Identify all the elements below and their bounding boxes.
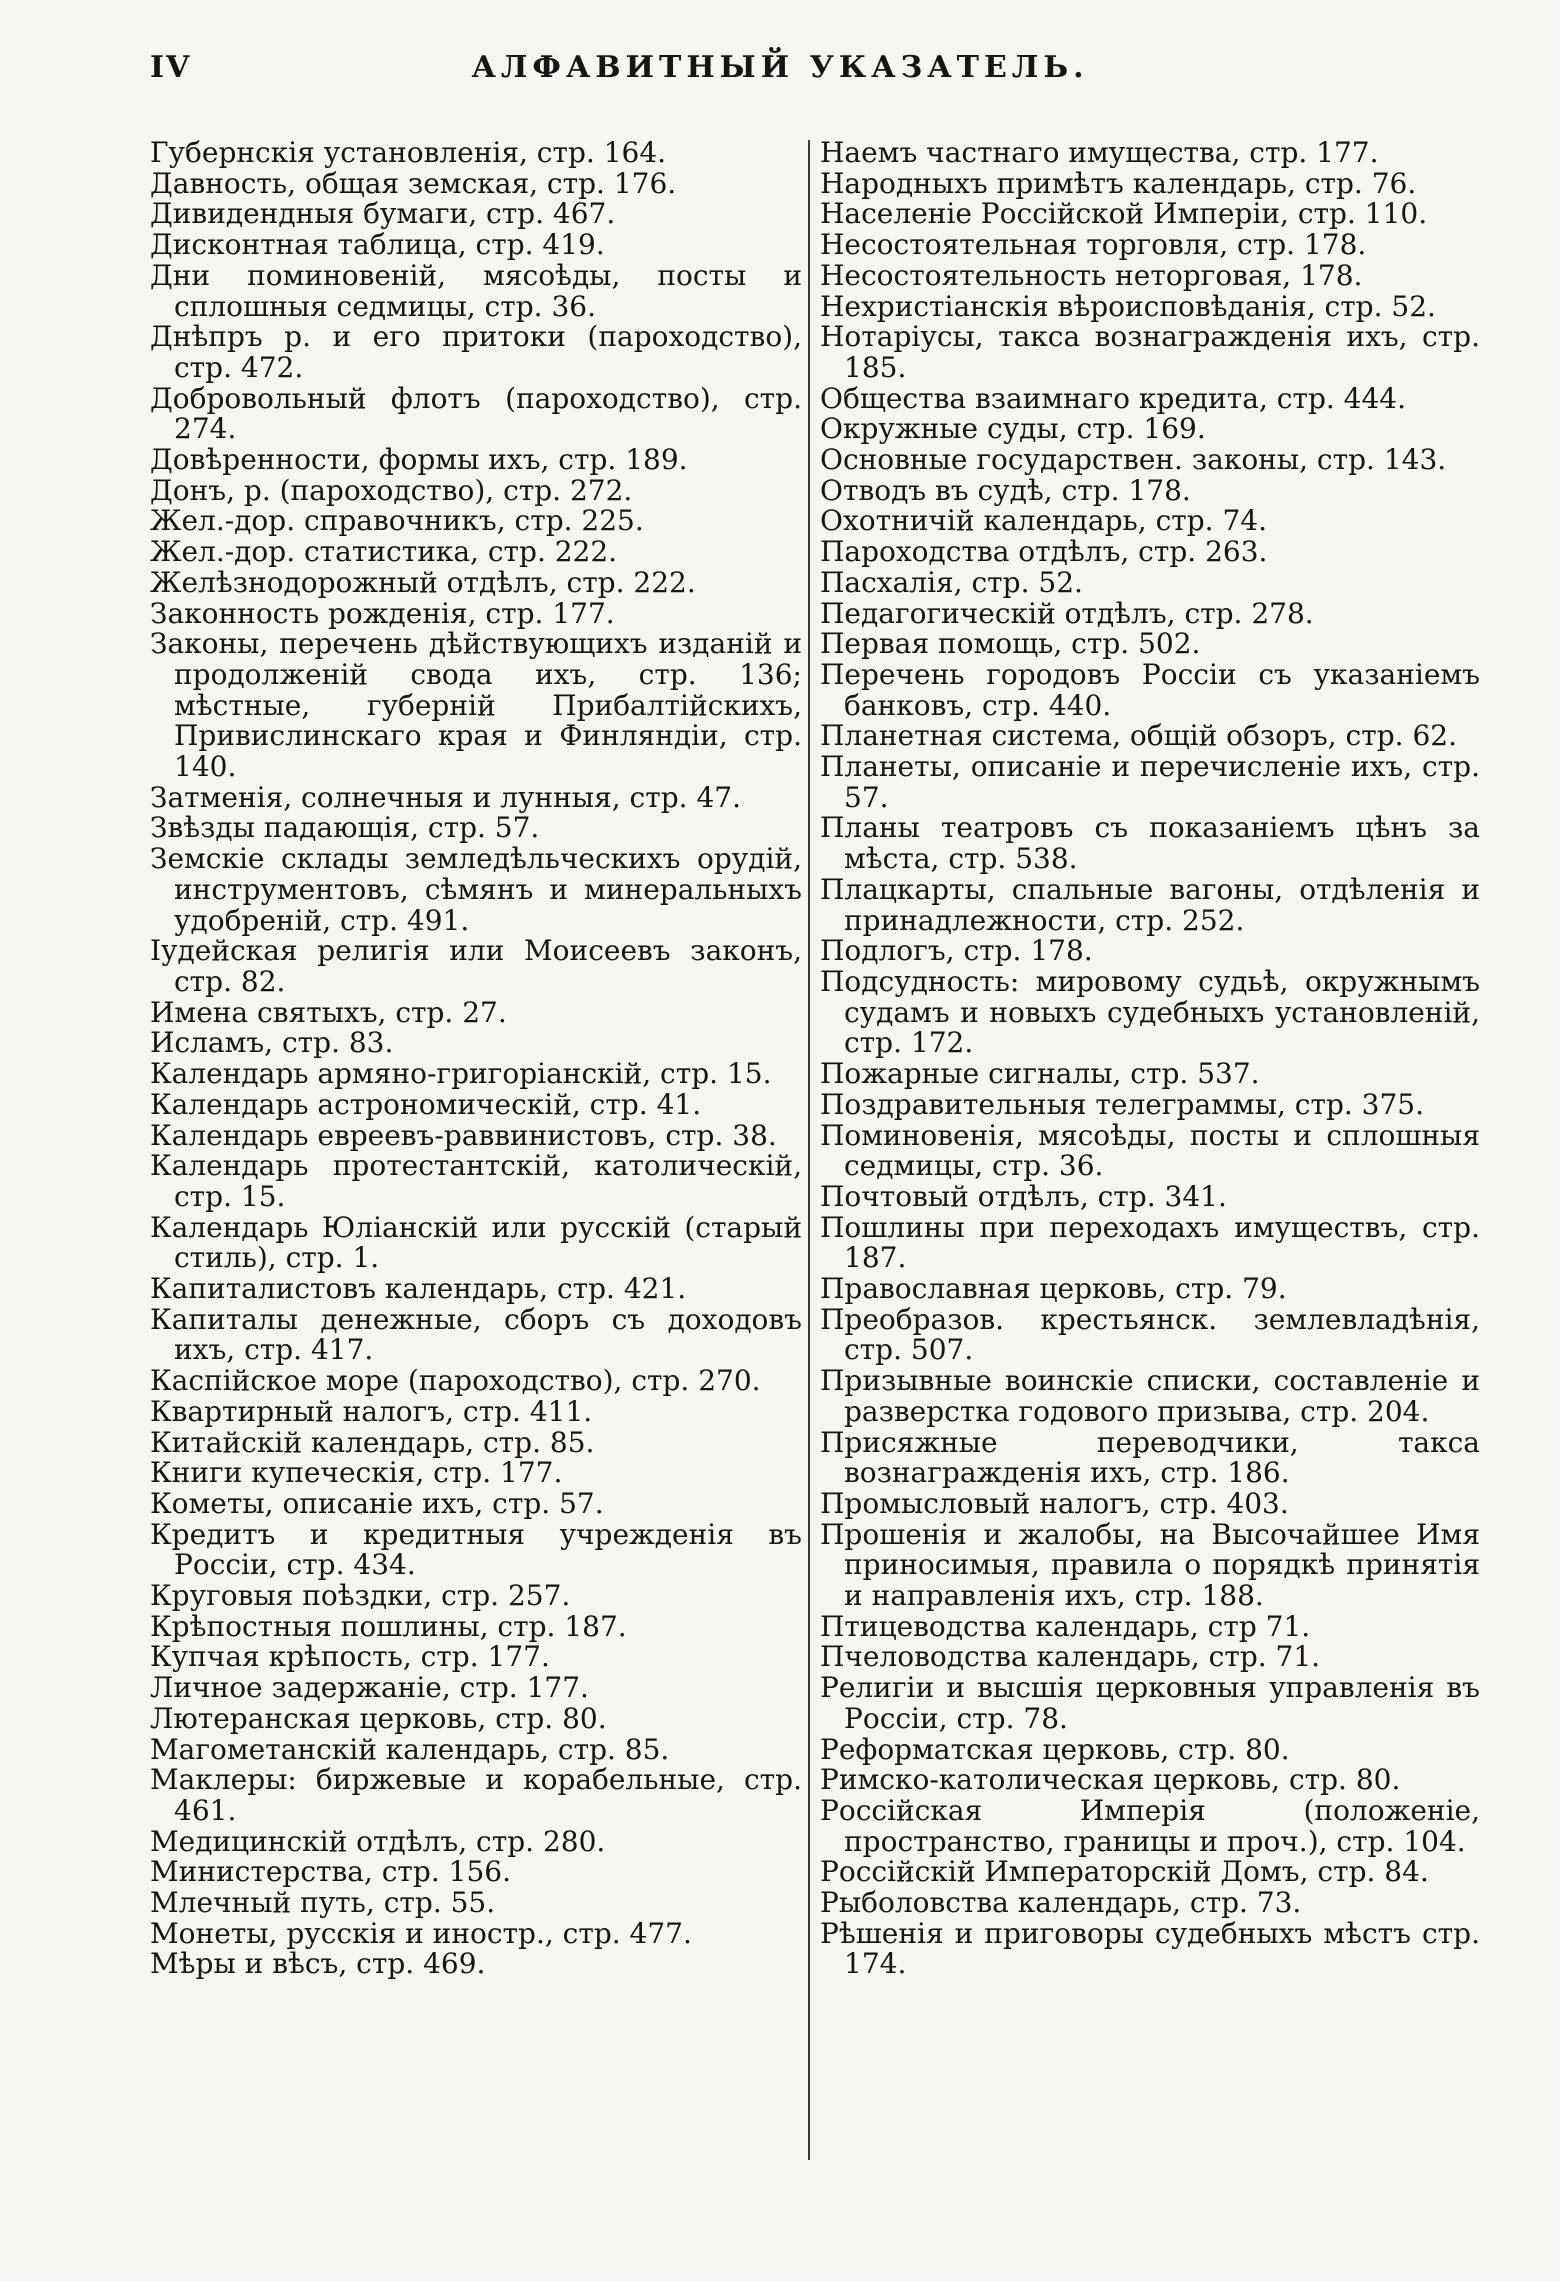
index-entry: Лютеранская церковь, стр. 80.: [150, 1701, 607, 1735]
index-entry: Маклеры: биржевые и корабельные, стр. 461.: [150, 1763, 802, 1827]
index-entry: Нехристіанскія вѣроисповѣданія, стр. 52.: [820, 289, 1436, 323]
index-entry: Пароходства отдѣлъ, стр. 263.: [820, 535, 1268, 569]
index-entry: Министерства, стр. 156.: [150, 1855, 511, 1889]
index-entry: Птицеводства календарь, стр 71.: [820, 1609, 1311, 1643]
index-entry: Квартирный налогъ, стр. 411.: [150, 1394, 593, 1428]
index-entry: Религіи и высшія церковныя управленія въ Россіи, стр. 78.: [820, 1671, 1480, 1735]
index-entry: Исламъ, стр. 83.: [150, 1026, 394, 1060]
index-entry: Общества взаимнаго кредита, стр. 444.: [820, 381, 1407, 415]
index-entry: Затменія, солнечныя и лунныя, стр. 47.: [150, 780, 741, 814]
index-entry: Дивидендныя бумаги, стр. 467.: [150, 197, 616, 231]
index-entry: Плацкарты, спальные вагоны, отдѣленія и принадлежности, стр. 252.: [820, 872, 1480, 937]
index-entry: Календарь протестантскій, католическій, стр. 15.: [150, 1149, 802, 1213]
index-entry: Пчеловодства календарь, стр. 71.: [820, 1640, 1321, 1674]
index-entry: Поздравительныя телеграммы, стр. 375.: [820, 1087, 1425, 1121]
index-entry: Капиталы денежные, сборъ съ доходовъ ихъ, стр. 417.: [150, 1302, 802, 1367]
index-entry: Преобразов. крестьянск. землевладѣнія, стр. 507.: [820, 1302, 1480, 1367]
index-entry: Пасхалія, стр. 52.: [820, 565, 1083, 599]
index-entry: Донъ, р. (пароходство), стр. 272.: [150, 473, 633, 507]
index-entry: Несостоятельность неторговая, 178.: [820, 258, 1363, 292]
index-entry: Законы, перечень дѣйствующихъ изданій и продолженій свода ихъ, стр. 136; мѣстные, губерній Прибалтійскихъ, Привислинскаго края и Финляндіи, стр. 140.: [150, 627, 802, 784]
index-entry: Довѣренности, формы ихъ, стр. 189.: [150, 443, 688, 477]
index-entry: Нотаріусы, такса вознагражденія ихъ, стр. 185.: [820, 320, 1480, 384]
index-entry: Книги купеческія, стр. 177.: [150, 1456, 563, 1490]
index-entry: Поминовенія, мясоѣды, посты и сплошныя седмицы, стр. 36.: [820, 1118, 1480, 1183]
index-entry: Римско-католическая церковь, стр. 80.: [820, 1763, 1401, 1797]
index-entry: Реформатская церковь, стр. 80.: [820, 1732, 1290, 1766]
index-entry: Народныхъ примѣтъ календарь, стр. 76.: [820, 166, 1417, 200]
index-entry: Дисконтная таблица, стр. 419.: [150, 228, 605, 262]
index-entry: Медицинскій отдѣлъ, стр. 280.: [150, 1824, 606, 1858]
index-entry: Добровольный флотъ (пароходство), стр. 274.: [150, 381, 802, 446]
index-entry: Жел.-дор. справочникъ, стр. 225.: [150, 504, 644, 538]
index-entry: Днѣпръ р. и его притоки (пароходство), стр. 472.: [150, 320, 802, 384]
index-entry: Рыболовства календарь, стр. 73.: [820, 1886, 1302, 1920]
index-entry: Подсудность: мировому судьѣ, окружнымъ судамъ и новыхъ судебныхъ установленій, стр. 172.: [820, 964, 1480, 1060]
index-entry: Кредитъ и кредитныя учрежденія въ Россіи, стр. 434.: [150, 1517, 802, 1582]
index-entry: Личное задержаніе, стр. 177.: [150, 1671, 589, 1705]
index-entry: Окружные суды, стр. 169.: [820, 412, 1206, 446]
index-entry: Кометы, описаніе ихъ, стр. 57.: [150, 1486, 604, 1520]
index-entry: Монеты, русскія и иностр., стр. 477.: [150, 1916, 692, 1950]
index-entry: Мѣры и вѣсъ, стр. 469.: [150, 1947, 486, 1981]
index-entry: Промысловый налогъ, стр. 403.: [820, 1486, 1289, 1520]
index-entry: Педагогическій отдѣлъ, стр. 278.: [820, 596, 1314, 630]
index-entry: Охотничій календарь, стр. 74.: [820, 504, 1267, 538]
index-entry: Законность рожденія, стр. 177.: [150, 596, 615, 630]
index-entry: Подлогъ, стр. 178.: [820, 934, 1093, 968]
index-entry: Магометанскій календарь, стр. 85.: [150, 1732, 670, 1766]
index-entry: Іудейская религія или Моисеевъ законъ, стр. 82.: [150, 934, 802, 998]
index-entry: Каспійское море (пароходство), стр. 270.: [150, 1364, 761, 1398]
index-entry: Календарь армяно-григоріанскій, стр. 15.: [150, 1057, 772, 1091]
index-entry: Имена святыхъ, стр. 27.: [150, 995, 507, 1029]
page-title: АЛФАВИТНЫЙ УКАЗАТЕЛЬ.: [471, 50, 1089, 85]
index-entry: Жел.-дор. статистика, стр. 222.: [150, 535, 618, 569]
index-entry: Пожарные сигналы, стр. 537.: [820, 1057, 1260, 1091]
index-entry: Россійскій Императорскій Домъ, стр. 84.: [820, 1855, 1429, 1889]
index-column-right: [820, 138, 1480, 1980]
index-entry: Круговыя поѣздки, стр. 257.: [150, 1579, 571, 1613]
index-entry: Планы театровъ съ показаніемъ цѣнъ за мѣста, стр. 538.: [820, 811, 1480, 876]
index-entry: Купчая крѣпость, стр. 177.: [150, 1640, 550, 1674]
index-entry: Давность, общая земская, стр. 176.: [150, 166, 677, 200]
index-entry: Капиталистовъ календарь, стр. 421.: [150, 1272, 687, 1306]
index-entry: Дни поминовеній, мясоѣды, посты и сплошныя седмицы, стр. 36.: [150, 258, 802, 323]
index-entry: Перечень городовъ Россіи съ указаніемъ банковъ, стр. 440.: [820, 657, 1480, 722]
index-entry: Календарь Юліанскій или русскій (старый стиль), стр. 1.: [150, 1210, 802, 1275]
index-entry: Призывные воинскіе списки, составленіе и разверстка годового призыва, стр. 204.: [820, 1364, 1480, 1428]
index-entry: Планеты, описаніе и перечисленіе ихъ, стр. 57.: [820, 750, 1480, 814]
index-entry: Основные государствен. законы, стр. 143.: [820, 443, 1447, 477]
index-entry: Почтовый отдѣлъ, стр. 341.: [820, 1179, 1227, 1213]
index-entry: Млечный путь, стр. 55.: [150, 1886, 496, 1920]
index-entry: Россійская Имперія (положеніе, пространство, границы и проч.), стр. 104.: [820, 1793, 1480, 1858]
index-entry: Первая помощь, стр. 502.: [820, 627, 1201, 661]
index-entry: Китайскій календарь, стр. 85.: [150, 1425, 595, 1459]
index-entry: Рѣшенія и приговоры судебныхъ мѣстъ стр. 174.: [820, 1916, 1480, 1981]
column-divider: [808, 140, 810, 2160]
index-entry: Планетная система, общій обзоръ, стр. 62.: [820, 719, 1457, 753]
page-header: [0, 50, 1560, 110]
index-entry: Календарь астрономическій, стр. 41.: [150, 1087, 702, 1121]
index-entry: Населеніе Россійской Имперіи, стр. 110.: [820, 197, 1428, 231]
index-entry: Календарь евреевъ-раввинистовъ, стр. 38.: [150, 1118, 777, 1152]
index-entry: Желѣзнодорожный отдѣлъ, стр. 222.: [150, 565, 696, 599]
index-entry: Несостоятельная торговля, стр. 178.: [820, 228, 1367, 262]
index-entry: Присяжные переводчики, такса вознагражденія ихъ, стр. 186.: [820, 1425, 1480, 1490]
index-entry: Прошенія и жалобы, на Высочайшее Имя приносимыя, правила о порядкѣ принятія и направленія ихъ, стр. 188.: [820, 1517, 1480, 1613]
index-entry: Православная церковь, стр. 79.: [820, 1272, 1287, 1306]
index-column-left: [150, 138, 802, 1980]
index-entry: Звѣзды падающія, стр. 57.: [150, 811, 540, 845]
index-entry: Пошлины при переходахъ имуществъ, стр. 187.: [820, 1210, 1480, 1275]
index-entry: Крѣпостныя пошлины, стр. 187.: [150, 1609, 627, 1643]
page-number: IV: [150, 50, 192, 85]
index-entry: Земскіе склады земледѣльческихъ орудій, инструментовъ, сѣмянъ и минеральныхъ удобреній, стр. 491.: [150, 842, 802, 937]
index-entry: Отводъ въ судѣ, стр. 178.: [820, 473, 1191, 507]
index-entry: Губернскія установленія, стр. 164.: [150, 136, 667, 169]
index-entry: Наемъ частнаго имущества, стр. 177.: [820, 136, 1379, 169]
